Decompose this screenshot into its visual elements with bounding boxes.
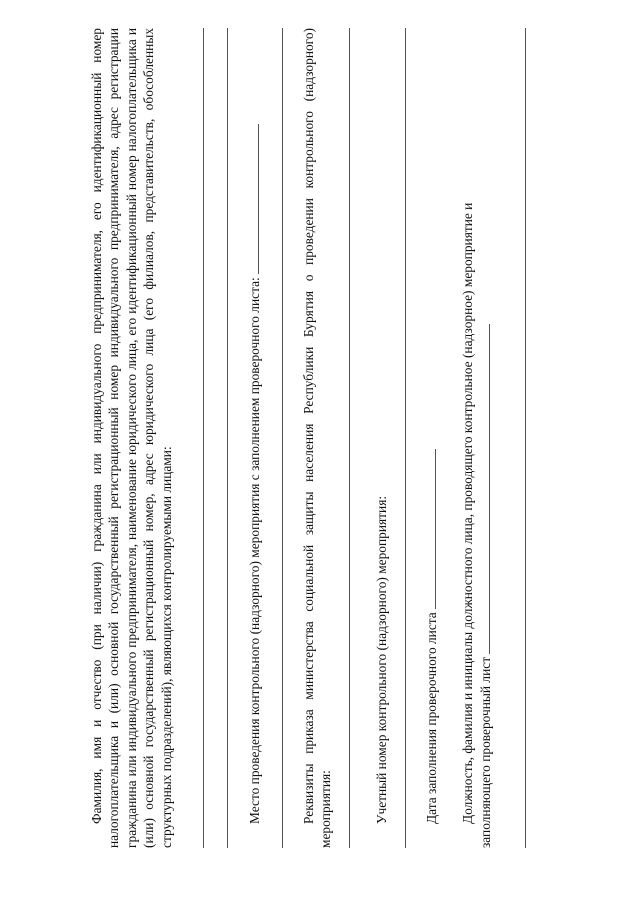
answer-line-6 [525, 28, 526, 848]
fill-date-label: Дата заполнения проверочного листа [423, 28, 440, 848]
inspection-place-label: Место проведения контрольного (надзорного) мероприятия с заполнением проверочного листа: [246, 28, 263, 848]
official-line [488, 324, 490, 654]
fill-date-line [434, 449, 436, 609]
official-label-continued: заполняющего проверочный лист [477, 28, 494, 848]
answer-line-5 [405, 28, 406, 848]
official-label: Должность, фамилия и инициалы должностного лица, проводящего контрольное (надзорное) мероприятие и [460, 202, 475, 824]
rotated-form-content [88, 28, 558, 848]
answer-line-1 [203, 28, 204, 848]
controlled-person-label: Фамилия, имя и отчество (при наличии) гражданина или индивидуального предпринимателя, его идентификационный номер налогоплательщика и (или) основной государственный регистрационный номер индивидуального предпринимателя, адрес регистрации гражданина или индивидуального предпринимателя, наименование юридического лица, его идентификационный номер налогоплательщика и (или) основной государственный регистрационный номер, адрес юридического лица (его филиалов, представительств, обособленных структурных подразделений), являющихся контролируемыми лицами: [89, 28, 174, 848]
answer-line-2 [227, 28, 228, 848]
inspection-place-line [257, 124, 259, 274]
registration-number-label: Учетный номер контрольного (надзорного) мероприятия: [374, 495, 389, 824]
order-details-label: Реквизиты приказа министерства социальной защиты населения Республики Бурятия о проведении контрольного (надзорного) мероприятия: [301, 28, 334, 848]
answer-line-4 [349, 28, 350, 848]
answer-line-3 [282, 28, 283, 848]
